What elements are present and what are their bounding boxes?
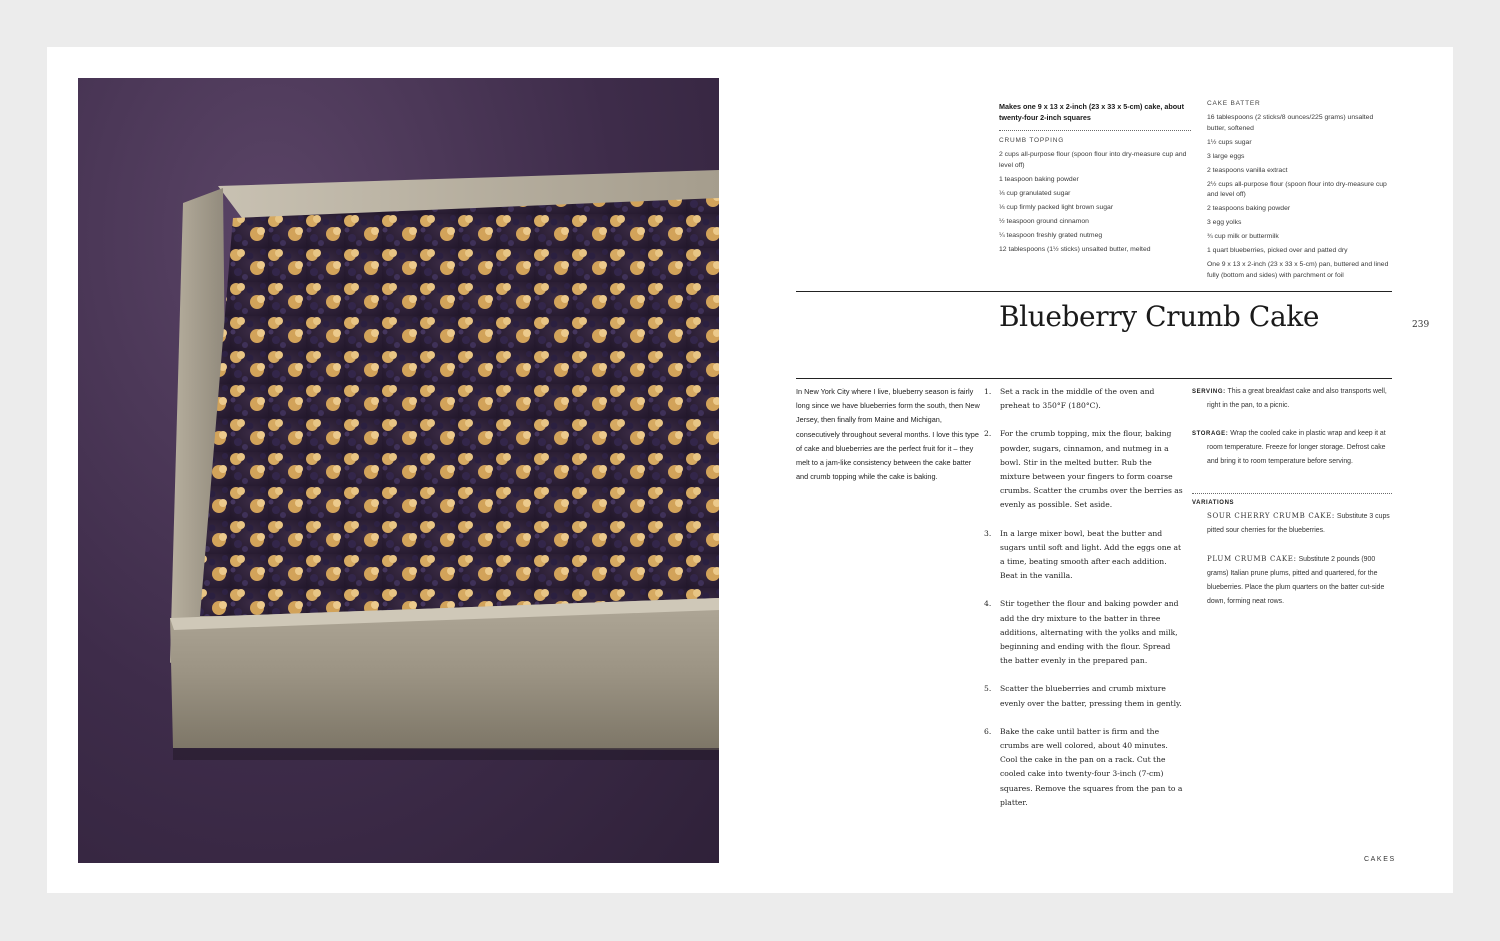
page-number: 239 xyxy=(1412,320,1430,330)
crumb-topping-section xyxy=(999,137,1189,259)
storage-note xyxy=(1192,427,1392,469)
ingredient-item: 2 teaspoons vanilla extract xyxy=(1207,166,1288,174)
ingredient-item: 3 large eggs xyxy=(1207,152,1245,160)
ingredient-item: 1½ cups sugar xyxy=(1207,138,1252,146)
step-item xyxy=(984,527,1184,584)
ingredient-item: 3 egg yolks xyxy=(1207,219,1242,226)
step-number: 5. xyxy=(984,684,992,694)
ingredient-item: 1 quart blueberries, picked over and patted dry xyxy=(1207,247,1348,254)
ingredient-item: 2 cups all-purpose flour (spoon flour into dry-measure cup and level off) xyxy=(999,151,1187,169)
dotted-divider xyxy=(999,130,1191,131)
title-rule-top xyxy=(796,291,1392,292)
ingredient-item: ¾ cup milk or buttermilk xyxy=(1207,233,1279,240)
step-number: 2. xyxy=(984,429,992,439)
ingredient-item: 2½ cups all-purpose flour (spoon flour into dry-measure cup and level off) xyxy=(1207,180,1387,198)
step-text: Bake the cake until batter is firm and the crumbs are well colored, about 40 minutes. Cool the cake in the pan on a rack. Cut the cooled cake into twenty-four 3-inch (7-cm) squares. Remove the squares from the pan to a platter. xyxy=(1000,726,1183,807)
step-text: Scatter the blueberries and crumb mixture evenly over the batter, pressing them in gently. xyxy=(1000,684,1182,708)
serving-text: This a great breakfast cake and also transports well, right in the pan, to a picnic. xyxy=(1207,388,1387,409)
variation-item xyxy=(1192,509,1392,538)
chapter-footer: CAKES xyxy=(1364,856,1396,863)
cake-photo xyxy=(78,78,719,863)
cake-illustration xyxy=(78,78,719,863)
variations-label: VARIATIONS xyxy=(1192,500,1235,506)
variation-name: PLUM CRUMB CAKE: xyxy=(1207,555,1297,563)
step-item xyxy=(984,682,1184,710)
ingredient-item: 16 tablespoons (2 sticks/8 ounces/225 grams) unsalted butter, softened xyxy=(1207,114,1374,132)
crumb-topping-label: CRUMB TOPPING xyxy=(999,137,1065,144)
ingredient-item: ⅓ cup firmly packed light brown sugar xyxy=(999,203,1114,211)
ingredient-item: ¼ teaspoon freshly grated nutmeg xyxy=(999,231,1103,239)
recipe-intro: In New York City where I live, blueberry season is fairly long since we have blueberries form the south, then New Jersey, then finally from Maine and Michigan, consecutively throughout several months. I love this type of cake and blueberries are the perfect fruit for it – they melt to a jam-like consistency between the cake batter and crumb topping while the cake is baking. xyxy=(796,387,980,482)
variation-text: Substitute 3 cups pitted sour cherries for the blueberries. xyxy=(1207,513,1390,534)
variation-item xyxy=(1192,552,1392,609)
step-number: 3. xyxy=(984,528,992,538)
crumb-topping-list xyxy=(999,150,1189,255)
ingredient-item: 12 tablespoons (1½ sticks) unsalted butter, melted xyxy=(999,245,1151,253)
serving-label: SERVING: xyxy=(1192,389,1226,395)
storage-label: STORAGE: xyxy=(1192,431,1229,437)
serving-note xyxy=(1192,385,1392,413)
step-item xyxy=(984,385,1184,413)
ingredient-item: 1 teaspoon baking powder xyxy=(999,175,1079,183)
step-number: 6. xyxy=(984,726,992,736)
storage-text: Wrap the cooled cake in plastic wrap and keep it at room temperature. Freeze for longer storage. Defrost cake and bring it to room temperature before serving. xyxy=(1207,430,1386,465)
step-text: For the crumb topping, mix the flour, baking powder, sugars, cinnamon, and nutmeg in a bowl. Stir in the melted butter. Rub the mixture between your fingers to form coarse crumbs. Scatter the crumbs over the berries as evenly as possible. Set aside. xyxy=(1000,429,1183,510)
variations-section xyxy=(1192,500,1392,609)
step-number: 1. xyxy=(984,387,992,396)
step-text: Set a rack in the middle of the oven and preheat to 350°F (180°C). xyxy=(1000,387,1155,411)
step-text: In a large mixer bowl, beat the butter and sugars until soft and light. Add the eggs one at a time, beating smooth after each addition. Beat in the vanilla. xyxy=(1000,528,1182,581)
variation-name: SOUR CHERRY CRUMB CAKE: xyxy=(1207,512,1335,520)
variation-text: Substitute 2 pounds (900 grams) Italian prune plums, pitted and quartered, for the blueberries. Place the plum quarters on the batter cut-side down, forming neat rows. xyxy=(1207,556,1385,605)
step-text: Stir together the flour and baking powder and add the dry mixture to the batter in three additions, alternating with the yolks and milk, beginning and ending with the flour. Spread the batter evenly in the prepared pan. xyxy=(1000,599,1179,666)
step-item xyxy=(984,597,1184,668)
ingredient-item: 2 teaspoons baking powder xyxy=(1207,205,1291,212)
cake-batter-label: CAKE BATTER xyxy=(1207,100,1261,107)
recipe-title: Blueberry Crumb Cake xyxy=(999,300,1319,333)
ingredient-item: ⅓ cup granulated sugar xyxy=(999,189,1071,197)
ingredient-item: One 9 x 13 x 2-inch (23 x 33 x 5-cm) pan, buttered and lined fully (bottom and sides) with parchment or foil xyxy=(1207,261,1389,279)
step-item xyxy=(984,725,1184,810)
cake-batter-section xyxy=(1207,100,1392,285)
step-item xyxy=(984,427,1184,512)
yield-note: Makes one 9 x 13 x 2-inch (23 x 33 x 5-cm) cake, about twenty-four 2-inch squares xyxy=(999,102,1184,122)
dotted-divider xyxy=(1192,493,1392,494)
step-number: 4. xyxy=(984,599,992,609)
title-rule-bottom xyxy=(796,378,1392,379)
cake-batter-list xyxy=(1207,113,1392,281)
ingredient-item: ½ teaspoon ground cinnamon xyxy=(999,217,1089,225)
method-steps xyxy=(984,385,1184,824)
